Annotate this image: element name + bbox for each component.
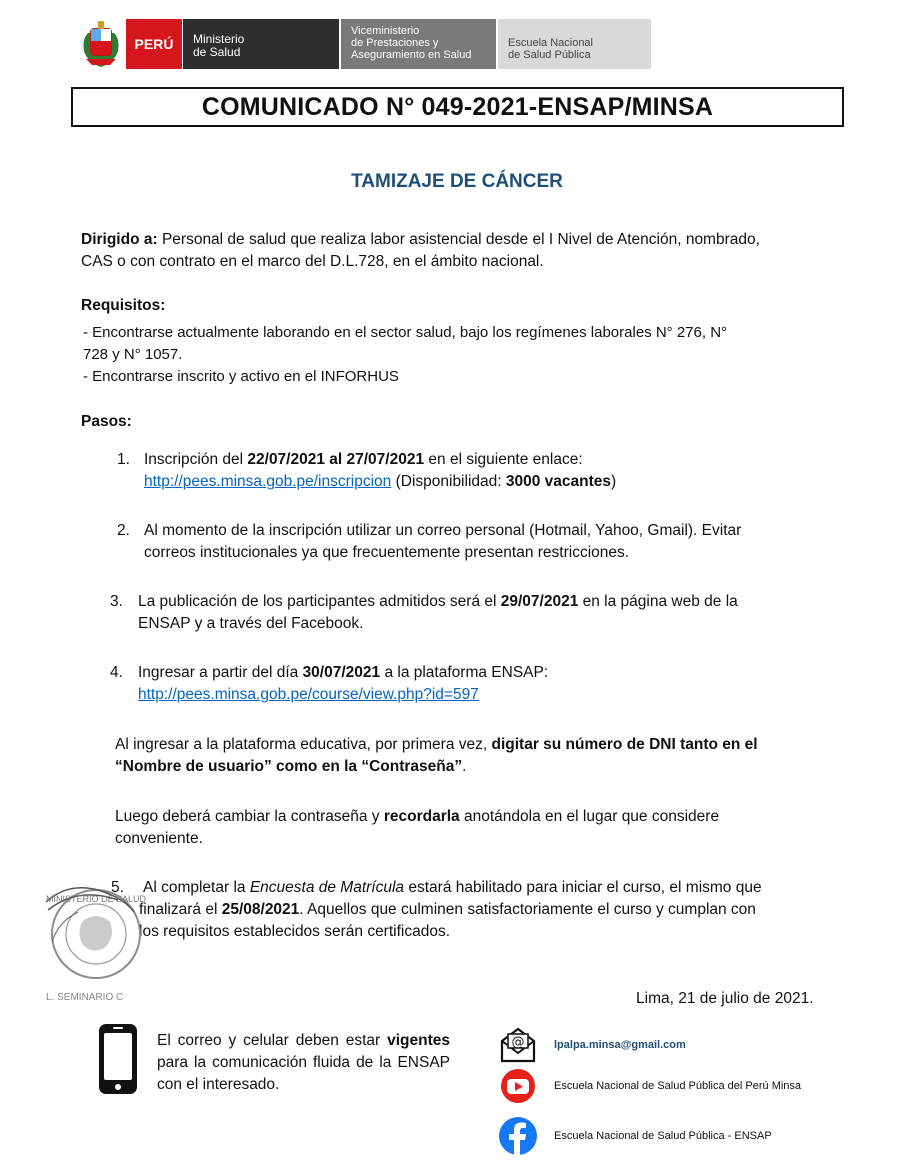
coat-of-arms-icon (80, 19, 122, 69)
step5-line3: los requisitos establecidos serán certificados. (139, 923, 451, 940)
email-address[interactable]: lpalpa.minsa@gmail.com (554, 1039, 686, 1051)
password-instructions: Luego deberá cambiar la contraseña y recordarla anotándola en el lugar que considere conveniente. (115, 808, 720, 847)
youtube-icon[interactable] (498, 1066, 538, 1106)
step4-number: 4. (110, 664, 123, 681)
login-instructions: Al ingresar a la plataforma educativa, por primera vez, digitar su número de DNI tanto en el “Nombre de usuario” como en la “Contraseña”. (115, 736, 758, 775)
facebook-contact (498, 1116, 772, 1156)
step5-line2: finalizará el 25/08/2021. Aquellos que culminen satisfactoriamente el curso y cumplan con (139, 901, 756, 918)
step1-number: 1. (117, 451, 130, 468)
dirigido-paragraph: Dirigido a: Personal de salud que realiza labor asistencial desde el I Nivel de Atención, nombrado, CAS o con contrato en el marco del D.L.728, en el ámbito nacional. (81, 231, 760, 270)
official-stamp (38, 882, 148, 1002)
step2-number: 2. (117, 522, 130, 539)
youtube-channel[interactable]: Escuela Nacional de Salud Pública del Perú Minsa (554, 1080, 802, 1092)
email-icon (498, 1025, 538, 1065)
document-title: COMUNICADO N° 049-2021-ENSAP/MINSA (71, 87, 844, 127)
header-logos (80, 19, 651, 69)
facebook-icon[interactable] (498, 1116, 538, 1156)
email-contact (498, 1025, 686, 1065)
inscripcion-link[interactable]: http://pees.minsa.gob.pe/inscripcion (144, 473, 392, 490)
place-date: Lima, 21 de julio de 2021. (636, 990, 814, 1007)
pasos-heading: Pasos: (81, 413, 132, 430)
facebook-page[interactable]: Escuela Nacional de Salud Pública - ENSAP (554, 1130, 772, 1142)
requisitos-list: - Encontrarse actualmente laborando en el sector salud, bajo los regímenes laborales N° 276, N° 728 y N° 1057. - Encontrarse inscrito y activo en el INFORHUS (83, 324, 728, 385)
svg-text:MINISTERIO DE SALUD: MINISTERIO DE SALUD (45, 894, 147, 904)
youtube-contact (498, 1066, 801, 1106)
step4-text: Ingresar a partir del día 30/07/2021 a la plataforma ENSAP: http://pees.minsa.gob.pe/course/view.php?id=597 (138, 664, 549, 703)
step5-number: 5. (111, 879, 124, 896)
document-subtitle: TAMIZAJE DE CÁNCER (351, 171, 563, 192)
phone-icon (97, 1022, 139, 1096)
step3-text: La publicación de los participantes admitidos será el 29/07/2021 en la página web de la ENSAP y a través del Facebook. (138, 593, 738, 632)
peru-label: PERÚ (126, 19, 182, 69)
viceministerio-label: Viceministerio de Prestaciones y Aseguramiento en Salud (339, 19, 496, 69)
requisitos-heading: Requisitos: (81, 297, 166, 314)
step1-text: Inscripción del 22/07/2021 al 27/07/2021 en el siguiente enlace: http://pees.minsa.gob.pe/inscripcion (Disponibilidad: 3000 vacantes) (144, 451, 617, 490)
step3-number: 3. (110, 593, 123, 610)
step2-text: Al momento de la inscripción utilizar un correo personal (Hotmail, Yahoo, Gmail). Evitar correos institucionales ya que frecuentemente presentan restricciones. (144, 522, 742, 561)
step5-line1: Al completar la Encuesta de Matrícula estará habilitado para iniciar el curso, el mismo que (143, 879, 762, 896)
stamp-signature-name: L. SEMINARIO C (46, 992, 124, 1002)
svg-text:@: @ (511, 1035, 525, 1050)
escuela-label: Escuela Nacional de Salud Pública (496, 19, 651, 69)
contact-note: El correo y celular deben estar vigentes para la comunicación fluida de la ENSAP con el interesado. (157, 1032, 450, 1093)
course-link[interactable]: http://pees.minsa.gob.pe/course/view.php?id=597 (138, 686, 479, 703)
ministerio-label: Ministerio de Salud (182, 19, 339, 69)
